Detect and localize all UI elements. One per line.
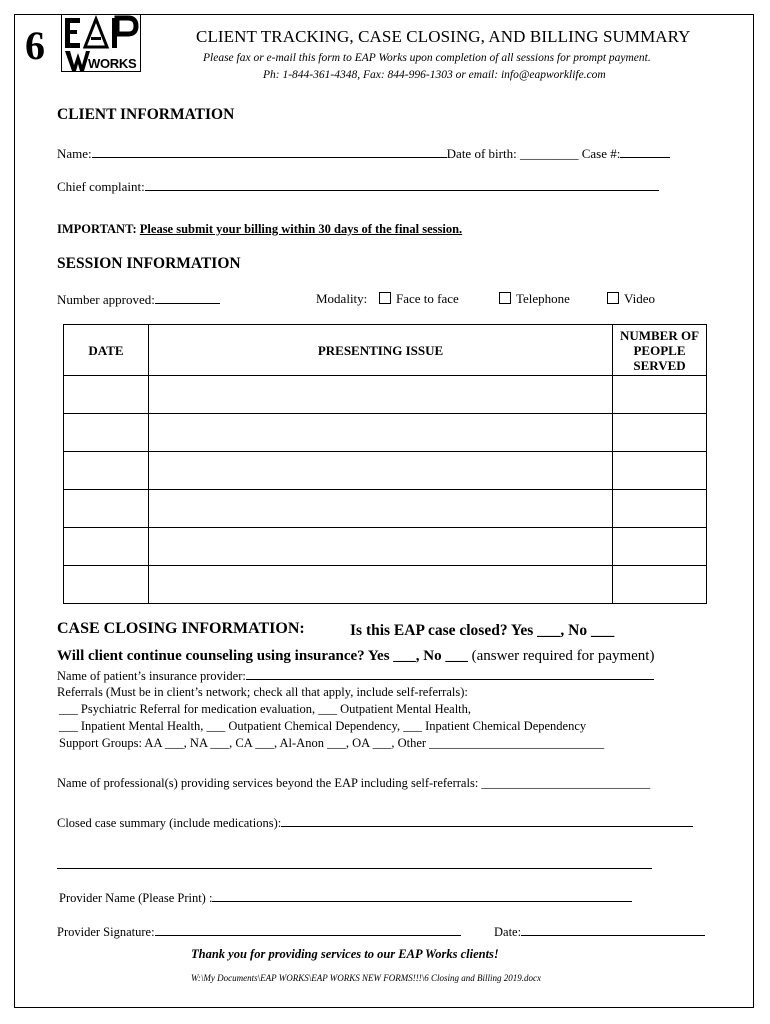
outside-professionals-field[interactable]: Name of professional(s) providing services beyond the EAP including self-referrals: ___________________________ — [57, 776, 651, 790]
name-row — [57, 145, 670, 162]
face-to-face-checkbox[interactable] — [379, 292, 391, 304]
sessions-table-header — [64, 325, 707, 376]
table-row — [64, 414, 707, 452]
presenting-issue-cell[interactable] — [149, 414, 613, 452]
date-cell[interactable] — [64, 452, 149, 490]
thank-you-message: Thank you for providing services to our EAP Works clients! — [191, 947, 499, 961]
number-approved-row — [57, 291, 220, 308]
people-served-cell[interactable] — [613, 566, 707, 604]
presenting-issue-cell[interactable] — [149, 566, 613, 604]
dob-label: Date of birth: _________ — [446, 146, 579, 161]
case-summary-field[interactable] — [281, 814, 693, 827]
provider-signature-label: Provider Signature: — [57, 925, 155, 939]
table-row — [64, 452, 707, 490]
referral-options-line1[interactable]: ___ Psychiatric Referral for medication evaluation, ___ Outpatient Mental Health, — [59, 702, 472, 716]
date-label: Date: — [494, 925, 522, 939]
provider-signature-field[interactable] — [155, 923, 461, 936]
form-subtitle-instructions: Please fax or e-mail this form to EAP Works upon completion of all sessions for prompt payment. — [203, 52, 651, 64]
logo-text-bottom: WORKS — [88, 56, 137, 71]
telephone-checkbox[interactable] — [499, 292, 511, 304]
case-summary-label: Closed case summary (include medications): — [57, 816, 282, 830]
case-number-field[interactable] — [620, 145, 670, 158]
people-served-cell[interactable] — [613, 414, 707, 452]
insurance-provider-row — [57, 667, 654, 685]
table-row — [64, 528, 707, 566]
provider-name-row — [59, 889, 632, 907]
signature-date-field[interactable] — [521, 923, 705, 936]
sessions-table — [63, 324, 707, 604]
case-summary-continuation-line[interactable] — [57, 858, 652, 869]
referrals-label: Referrals (Must be in client’s network; check all that apply, include self-referrals): — [57, 685, 468, 699]
people-served-column-header: NUMBER OF PEOPLE SERVED — [613, 325, 707, 376]
date-cell[interactable] — [64, 414, 149, 452]
form-title: CLIENT TRACKING, CASE CLOSING, AND BILLING SUMMARY — [196, 27, 691, 46]
important-notice — [57, 222, 462, 237]
telephone-label: Telephone — [516, 291, 570, 306]
important-label: IMPORTANT: — [57, 222, 137, 236]
date-cell[interactable] — [64, 566, 149, 604]
presenting-issue-cell[interactable] — [149, 376, 613, 414]
insurance-provider-field[interactable] — [246, 667, 654, 680]
people-served-cell[interactable] — [613, 376, 707, 414]
referral-options-line2[interactable]: ___ Inpatient Mental Health, ___ Outpatient Chemical Dependency, ___ Inpatient Chemical Dependency — [59, 719, 587, 733]
date-column-header: DATE — [64, 325, 149, 376]
client-info-heading: CLIENT INFORMATION — [57, 106, 235, 123]
name-label: Name: — [57, 146, 92, 161]
modality-option-video[interactable] — [607, 291, 655, 307]
number-approved-field[interactable] — [155, 291, 220, 304]
presenting-issue-cell[interactable] — [149, 490, 613, 528]
support-groups-line[interactable]: Support Groups: AA ___, NA ___, CA ___, Al-Anon ___, OA ___, Other ____________________________ — [59, 736, 605, 750]
case-label: Case #: — [581, 146, 621, 161]
insurance-note: (answer required for payment) — [471, 648, 655, 664]
date-cell[interactable] — [64, 376, 149, 414]
people-served-cell[interactable] — [613, 490, 707, 528]
case-closed-question: Is this EAP case closed? Yes ___, No ___ — [350, 622, 615, 639]
case-summary-row — [57, 814, 693, 832]
insurance-provider-label: Name of patient’s insurance provider: — [57, 669, 246, 683]
insurance-question-row — [57, 648, 654, 665]
session-info-heading: SESSION INFORMATION — [57, 255, 241, 272]
chief-complaint-row — [57, 178, 659, 195]
table-row — [64, 566, 707, 604]
form-number: 6 — [25, 23, 45, 68]
date-cell[interactable] — [64, 490, 149, 528]
provider-name-label: Provider Name (Please Print) : — [59, 891, 213, 905]
presenting-issue-cell[interactable] — [149, 452, 613, 490]
people-served-cell[interactable] — [613, 452, 707, 490]
date-cell[interactable] — [64, 528, 149, 566]
video-label: Video — [624, 291, 655, 306]
presenting-issue-cell[interactable] — [149, 528, 613, 566]
table-row — [64, 376, 707, 414]
insurance-question: Will client continue counseling using insurance? Yes ___, No ___ — [57, 648, 468, 664]
provider-name-field[interactable] — [212, 889, 632, 902]
case-closing-heading: CASE CLOSING INFORMATION: — [57, 620, 305, 637]
chief-complaint-field[interactable] — [145, 178, 659, 191]
file-path: W:\My Documents\EAP WORKS\EAP WORKS NEW FORMS!!!\6 Closing and Billing 2019.docx — [191, 973, 542, 983]
people-served-cell[interactable] — [613, 528, 707, 566]
face-to-face-label: Face to face — [396, 291, 459, 306]
important-text: Please submit your billing within 30 days of the final session. — [139, 222, 463, 236]
number-approved-label: Number approved: — [57, 292, 155, 307]
modality-option-face-to-face[interactable] — [379, 291, 459, 307]
form-subtitle-contact: Ph: 1-844-361-4348, Fax: 844-996-1303 or email: info@eapworklife.com — [263, 69, 606, 81]
modality-option-telephone[interactable] — [499, 291, 570, 307]
eap-works-logo — [61, 14, 141, 72]
modality-label: Modality: — [316, 291, 368, 306]
video-checkbox[interactable] — [607, 292, 619, 304]
provider-signature-row — [57, 923, 461, 941]
signature-date-row — [494, 923, 705, 941]
name-field[interactable] — [92, 145, 447, 158]
chief-complaint-label: Chief complaint: — [57, 179, 145, 194]
presenting-issue-column-header: PRESENTING ISSUE — [149, 325, 613, 376]
table-row — [64, 490, 707, 528]
